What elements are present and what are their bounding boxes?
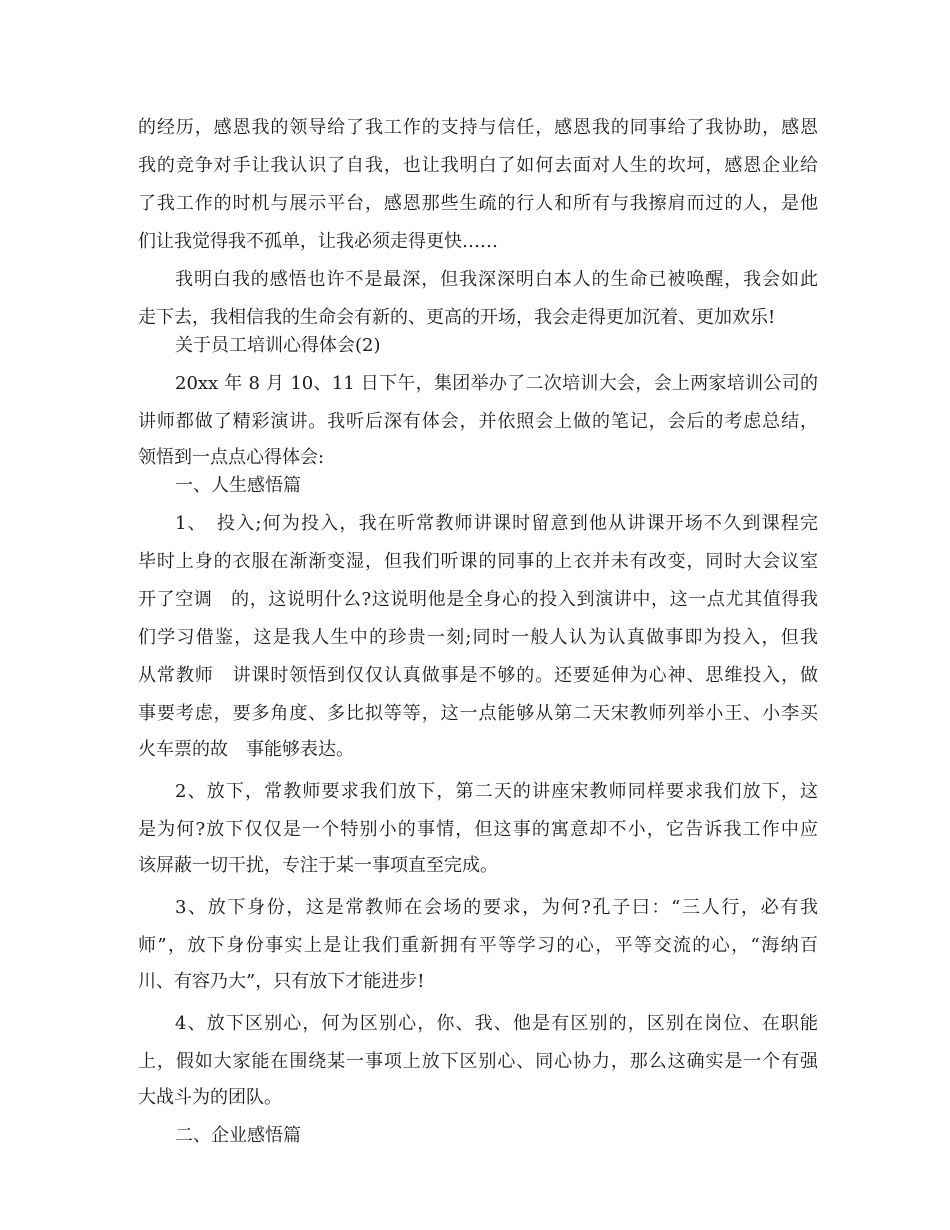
text-line: 大战斗为的团队。 [138,1087,282,1108]
text-line: 了我工作的时机与展示平台，感恩那些生疏的行人和所有与我擦肩而过的人，是他 [138,193,818,214]
paragraph-first-line: 1、 投入;何为投入，我在听常教师讲课时留意到他从讲课开场不久到课程完 [175,513,818,534]
text-line: 走下去，我相信我的生命会有新的、更高的开场，我会走得更加沉着、更加欢乐! [138,307,776,328]
text-line: 是为何?放下仅仅是一个特别小的事情，但这事的寓意却不小，它告诉我工作中应 [138,819,818,840]
text-line: 的经历，感恩我的领导给了我工作的支持与信任，感恩我的同事给了我协助，感恩 [138,117,818,138]
text-line: 上，假如大家能在围绕某一事项上放下区别心、同心协力，那么这确实是一个有强 [138,1051,818,1072]
text-line: 开了空调 的，这说明什么?这说明他是全身心的投入到演讲中，这一点尤其值得我 [138,589,818,610]
section-heading: 二、企业感悟篇 [175,1125,301,1146]
text-line: 事要考虑，要多角度、多比拟等等，这一点能够从第二天宋教师列举小王、小李买 [138,703,818,724]
section-heading: 一、人生感悟篇 [175,475,301,496]
paragraph-first-line: 20xx 年 8 月 10、11 日下午，集团举办了二次培训大会，会上两家培训公司的 [175,373,818,394]
paragraph-first-line: 4、放下区别心，何为区别心，你、我、他是有区别的，区别在岗位、在职能 [175,1013,818,1034]
text-line: 们让我觉得我不孤单，让我必须走得更快…… [138,231,498,252]
text-line: 们学习借鉴，这是我人生中的珍贵一刻;同时一般人认为认真做事即为投入，但我 [138,627,818,648]
text-line: 火车票的故 事能够表达。 [138,739,354,760]
paragraph-first-line: 2、放下，常教师要求我们放下，第二天的讲座宋教师同样要求我们放下，这 [175,781,818,802]
text-line: 讲师都做了精彩演讲。我听后深有体会，并依照会上做的笔记，会后的考虑总结， [138,411,818,432]
text-line: 师”，放下身份事实上是让我们重新拥有平等学习的心，平等交流的心，“海纳百 [138,935,818,956]
text-line: 川、有容乃大”，只有放下才能进步! [138,971,425,992]
text-line: 我的竞争对手让我认识了自我，也让我明白了如何去面对人生的坎坷，感恩企业给 [138,155,818,176]
paragraph-first-line: 我明白我的感悟也许不是最深，但我深深明白本人的生命已被唤醒，我会如此 [175,269,818,290]
text-line: 该屏蔽一切干扰，专注于某一事项直至完成。 [138,855,498,876]
text-line: 从常教师 讲课时领悟到仅仅认真做事是不够的。还要延伸为心神、思维投入，做 [138,665,818,686]
section-title: 关于员工培训心得体会(2) [175,335,381,356]
paragraph-first-line: 3、放下身份，这是常教师在会场的要求，为何?孔子曰：“三人行，必有我 [175,897,818,918]
text-line: 毕时上身的衣服在渐渐变湿，但我们听课的同事的上衣并未有改变，同时大会议室 [138,551,818,572]
text-line: 领悟到一点点心得体会: [138,447,325,468]
